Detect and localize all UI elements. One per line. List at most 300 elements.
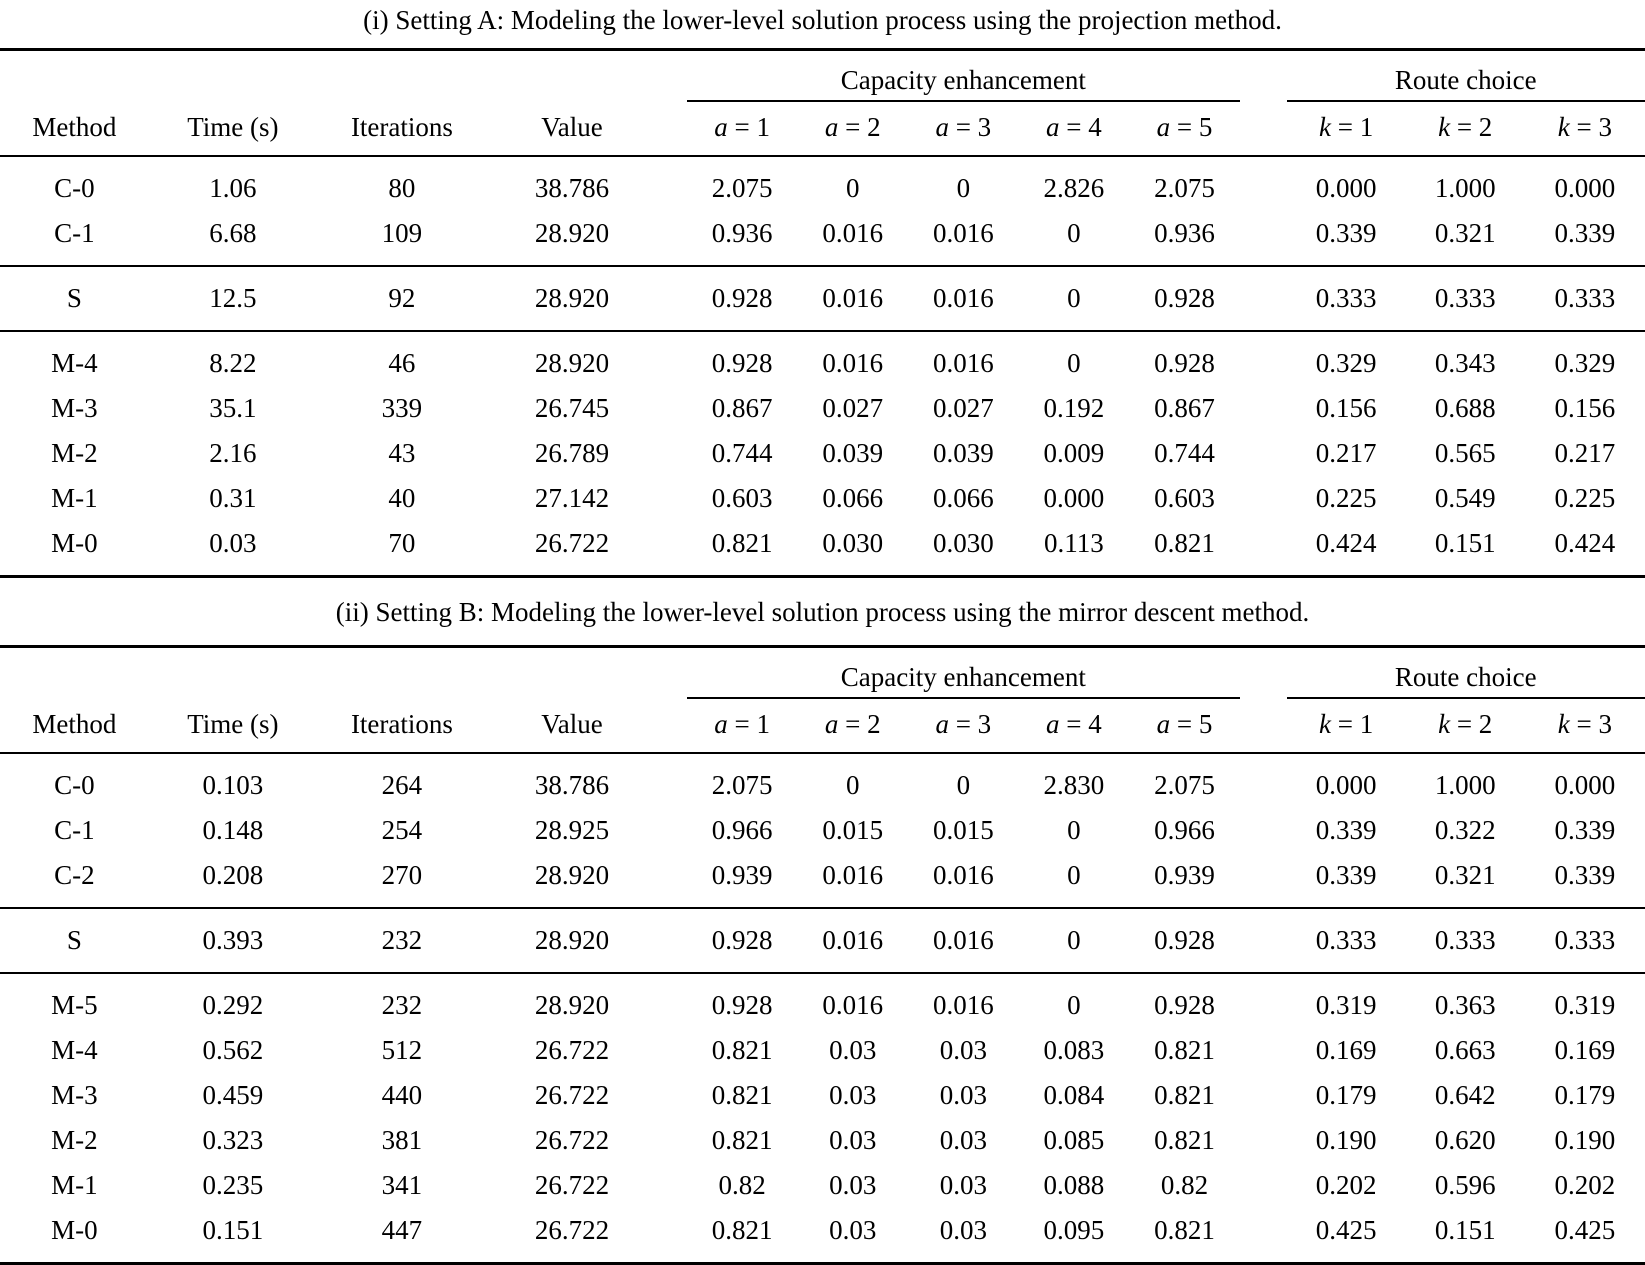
cell-gap-1 <box>657 1118 687 1163</box>
cell-iterations: 70 <box>388 527 416 558</box>
cell-capacity-a2: 0.016 <box>822 990 884 1021</box>
column-header-iterations: Iterations <box>350 709 453 740</box>
cell-gap-2 <box>1240 1118 1287 1163</box>
cell-route-k1: 0.217 <box>1315 437 1377 468</box>
cell-capacity-a4: 0 <box>1067 925 1081 956</box>
cell-capacity-a1: 0.966 <box>711 815 773 846</box>
cell-time: 0.151 <box>202 1215 264 1246</box>
cell-capacity-a5: 0.928 <box>1154 925 1215 956</box>
cell-gap-1 <box>657 754 687 808</box>
cell-capacity-a5: 0.744 <box>1154 437 1215 468</box>
cell-capacity-a1: 0.928 <box>711 925 773 956</box>
cell-time: 0.292 <box>202 990 264 1021</box>
cell-method: M-3 <box>51 392 98 423</box>
cell-iterations: 109 <box>381 217 423 248</box>
column-header-k-3: k = 3 <box>1557 709 1612 740</box>
cell-gap-2 <box>1240 521 1287 577</box>
cell-value: 38.786 <box>534 770 610 801</box>
column-header-a-1: a = 1 <box>714 111 771 142</box>
cell-value: 26.722 <box>534 1125 610 1156</box>
cell-capacity-a1: 0.936 <box>711 217 773 248</box>
cell-value: 26.789 <box>534 437 610 468</box>
cell-gap-2 <box>1240 332 1287 386</box>
cell-capacity-a2: 0.016 <box>822 217 884 248</box>
cell-capacity-a1: 0.821 <box>711 1080 773 1111</box>
cell-gap-2 <box>1240 267 1287 331</box>
cell-gap-2 <box>1240 909 1287 973</box>
cell-time: 0.323 <box>202 1125 264 1156</box>
cell-route-k3: 0.339 <box>1554 815 1616 846</box>
cell-route-k2: 0.321 <box>1434 860 1496 891</box>
cell-capacity-a4: 0.085 <box>1043 1125 1105 1156</box>
cell-capacity-a5: 0.928 <box>1154 347 1215 378</box>
cell-capacity-a4: 0 <box>1067 347 1081 378</box>
cell-capacity-a1: 2.075 <box>711 172 773 203</box>
cell-method: M-1 <box>51 1170 98 1201</box>
cell-capacity-a3: 0.016 <box>932 282 994 313</box>
cell-gap-1 <box>657 157 687 211</box>
column-header-time: Time (s) <box>187 111 279 142</box>
cell-capacity-a5: 0.821 <box>1154 1080 1215 1111</box>
cell-gap-2 <box>1240 974 1287 1028</box>
cell-time: 0.459 <box>202 1080 264 1111</box>
cell-route-k1: 0.319 <box>1315 990 1377 1021</box>
cell-route-k2: 0.151 <box>1434 527 1496 558</box>
results-table-2 <box>0 645 1645 1265</box>
cell-gap-1 <box>657 909 687 973</box>
cell-route-k1: 0.424 <box>1315 527 1377 558</box>
cell-time: 12.5 <box>209 282 257 313</box>
cell-gap-2 <box>1240 386 1287 431</box>
cell-route-k2: 0.663 <box>1434 1035 1496 1066</box>
cell-route-k1: 0.000 <box>1315 770 1377 801</box>
group-header-row <box>0 648 1645 695</box>
results-table-1 <box>0 48 1645 578</box>
cell-method: M-4 <box>51 1035 98 1066</box>
column-header-a-2: a = 2 <box>824 709 881 740</box>
cell-route-k1: 0.000 <box>1315 172 1377 203</box>
cell-gap-1 <box>657 1028 687 1073</box>
cell-gap-2 <box>1240 1208 1287 1264</box>
cell-route-k3: 0.424 <box>1554 527 1616 558</box>
cell-value: 26.722 <box>534 1170 610 1201</box>
table-row <box>0 386 1645 431</box>
cell-gap-1 <box>657 386 687 431</box>
cell-route-k1: 0.333 <box>1315 925 1377 956</box>
cell-time: 0.208 <box>202 860 264 891</box>
cell-route-k3: 0.333 <box>1554 925 1616 956</box>
cell-capacity-a3: 0 <box>956 172 971 203</box>
cell-capacity-a1: 0.939 <box>711 860 773 891</box>
cell-gap-1 <box>657 1163 687 1208</box>
column-header-a-5: a = 5 <box>1156 111 1213 142</box>
cell-gap-1 <box>657 431 687 476</box>
header-gap-1 <box>657 698 687 753</box>
cell-gap-1 <box>657 974 687 1028</box>
cell-iterations: 43 <box>388 437 416 468</box>
cell-capacity-a4: 0.113 <box>1044 527 1104 558</box>
cell-capacity-a3: 0.03 <box>939 1035 987 1066</box>
cell-route-k2: 0.151 <box>1434 1215 1496 1246</box>
cell-capacity-a2: 0.016 <box>822 282 884 313</box>
header-gap-2 <box>1240 698 1287 753</box>
cell-capacity-a5: 0.867 <box>1154 392 1215 423</box>
table-row <box>0 1028 1645 1073</box>
cell-route-k3: 0.339 <box>1554 217 1616 248</box>
cell-gap-1 <box>657 267 687 331</box>
cell-capacity-a4: 2.826 <box>1043 172 1105 203</box>
column-header-k-2: k = 2 <box>1438 111 1493 142</box>
column-header-method: Method <box>32 111 117 142</box>
group-header-row <box>0 51 1645 98</box>
cell-route-k1: 0.156 <box>1315 392 1377 423</box>
cell-capacity-a5: 0.936 <box>1154 217 1215 248</box>
cell-iterations: 40 <box>388 482 416 513</box>
cell-gap-2 <box>1240 157 1287 211</box>
cell-capacity-a4: 0.088 <box>1043 1170 1105 1201</box>
table-row <box>0 974 1645 1028</box>
cell-capacity-a4: 0 <box>1067 860 1081 891</box>
cell-capacity-a1: 2.075 <box>711 770 773 801</box>
table-caption-2: (ii) Setting B: Modeling the lower-level solution process using the mirror descent method. <box>335 596 1310 627</box>
cell-method: C-1 <box>54 815 95 846</box>
cell-route-k3: 0.339 <box>1554 860 1616 891</box>
group-header-spacer <box>0 648 687 695</box>
cell-capacity-a3: 0.03 <box>939 1215 987 1246</box>
cell-time: 0.393 <box>202 925 264 956</box>
cell-capacity-a5: 0.821 <box>1154 1125 1215 1156</box>
cell-time: 0.31 <box>209 482 257 513</box>
column-header-a-3: a = 3 <box>935 709 992 740</box>
cell-route-k2: 0.333 <box>1434 925 1496 956</box>
table-row <box>0 808 1645 853</box>
table-row <box>0 1163 1645 1208</box>
cell-value: 38.786 <box>534 172 610 203</box>
cell-capacity-a3: 0.016 <box>932 925 994 956</box>
cell-gap-2 <box>1240 1073 1287 1118</box>
cell-iterations: 46 <box>388 347 416 378</box>
cell-capacity-a1: 0.821 <box>711 527 773 558</box>
cell-route-k2: 1.000 <box>1434 172 1496 203</box>
cell-route-k2: 0.565 <box>1434 437 1496 468</box>
cell-time: 0.562 <box>202 1035 264 1066</box>
cell-route-k2: 0.343 <box>1434 347 1496 378</box>
cell-capacity-a2: 0.03 <box>829 1080 877 1111</box>
cell-iterations: 381 <box>381 1125 423 1156</box>
cell-gap-2 <box>1240 1163 1287 1208</box>
column-header-k-1: k = 1 <box>1318 111 1374 142</box>
cell-capacity-a3: 0.030 <box>932 527 994 558</box>
cell-method: M-4 <box>51 347 98 378</box>
cell-capacity-a4: 0.000 <box>1043 482 1105 513</box>
cell-capacity-a2: 0.016 <box>822 925 884 956</box>
cell-value: 26.722 <box>534 1215 610 1246</box>
cell-capacity-a3: 0.016 <box>932 217 994 248</box>
cell-capacity-a2: 0.015 <box>822 815 884 846</box>
cell-method: C-1 <box>54 217 95 248</box>
cell-route-k3: 0.000 <box>1554 770 1616 801</box>
column-header-method: Method <box>32 709 117 740</box>
cell-capacity-a5: 0.821 <box>1154 1035 1215 1066</box>
cell-route-k2: 0.642 <box>1434 1080 1496 1111</box>
cell-value: 27.142 <box>534 482 610 513</box>
table-row <box>0 1118 1645 1163</box>
cell-iterations: 92 <box>388 282 416 313</box>
cell-gap-2 <box>1240 211 1287 266</box>
cell-capacity-a5: 0.821 <box>1154 1215 1215 1246</box>
cell-gap-1 <box>657 1073 687 1118</box>
cell-route-k3: 0.156 <box>1554 392 1616 423</box>
cell-method: S <box>66 282 82 313</box>
cell-gap-1 <box>657 853 687 908</box>
column-header-time: Time (s) <box>187 709 279 740</box>
table-row <box>0 521 1645 577</box>
cell-value: 28.920 <box>534 925 610 956</box>
cell-capacity-a3: 0 <box>956 770 971 801</box>
cell-route-k1: 0.339 <box>1315 860 1377 891</box>
cell-capacity-a4: 0 <box>1067 282 1081 313</box>
cell-iterations: 232 <box>381 925 423 956</box>
cell-method: M-0 <box>51 527 98 558</box>
cell-iterations: 440 <box>381 1080 423 1111</box>
cell-capacity-a2: 0.03 <box>829 1215 877 1246</box>
column-header-a-5: a = 5 <box>1156 709 1213 740</box>
cell-iterations: 447 <box>381 1215 423 1246</box>
cell-gap-2 <box>1240 808 1287 853</box>
cell-gap-1 <box>657 332 687 386</box>
cell-method: M-3 <box>51 1080 98 1111</box>
cell-time: 0.103 <box>202 770 264 801</box>
cell-capacity-a2: 0.016 <box>822 860 884 891</box>
column-header-value: Value <box>541 709 603 740</box>
cell-route-k3: 0.425 <box>1554 1215 1616 1246</box>
cell-route-k2: 0.549 <box>1434 482 1496 513</box>
cell-value: 28.920 <box>534 347 610 378</box>
group-header-gap <box>1240 51 1287 98</box>
column-header-a-1: a = 1 <box>714 709 771 740</box>
cell-capacity-a1: 0.928 <box>711 282 773 313</box>
cell-route-k3: 0.202 <box>1554 1170 1616 1201</box>
cell-capacity-a1: 0.867 <box>711 392 773 423</box>
group-header-route: Route choice <box>1394 662 1537 693</box>
cell-method: M-1 <box>51 482 98 513</box>
cell-capacity-a2: 0.039 <box>822 437 884 468</box>
cell-value: 28.920 <box>534 217 610 248</box>
cell-time: 1.06 <box>209 172 257 203</box>
cell-capacity-a4: 0.095 <box>1043 1215 1105 1246</box>
cell-value: 26.722 <box>534 1035 610 1066</box>
cell-value: 28.925 <box>534 815 610 846</box>
cell-capacity-a4: 0.192 <box>1043 392 1105 423</box>
cell-gap-1 <box>657 808 687 853</box>
cell-capacity-a5: 0.603 <box>1154 482 1215 513</box>
cell-time: 35.1 <box>209 392 257 423</box>
cell-route-k1: 0.339 <box>1315 217 1377 248</box>
cell-gap-2 <box>1240 754 1287 808</box>
cell-value: 28.920 <box>534 282 610 313</box>
cell-route-k3: 0.329 <box>1554 347 1616 378</box>
table-row <box>0 157 1645 211</box>
column-header-a-4: a = 4 <box>1046 111 1102 142</box>
cell-route-k1: 0.179 <box>1315 1080 1377 1111</box>
cell-method: C-0 <box>54 770 95 801</box>
cell-capacity-a1: 0.603 <box>711 482 773 513</box>
cell-time: 6.68 <box>209 217 257 248</box>
cell-value: 28.920 <box>534 990 610 1021</box>
cell-capacity-a4: 0.083 <box>1043 1035 1105 1066</box>
column-header-row <box>0 698 1645 753</box>
group-header-capacity: Capacity enhancement <box>840 64 1086 95</box>
cell-gap-1 <box>657 211 687 266</box>
cell-capacity-a4: 0.009 <box>1043 437 1105 468</box>
cell-value: 26.722 <box>534 527 610 558</box>
cell-capacity-a5: 2.075 <box>1154 770 1215 801</box>
cell-capacity-a5: 0.966 <box>1154 815 1215 846</box>
table-row <box>0 211 1645 266</box>
cell-capacity-a3: 0.027 <box>932 392 994 423</box>
cell-capacity-a3: 0.039 <box>932 437 994 468</box>
cell-method: M-2 <box>51 1125 98 1156</box>
header-gap-2 <box>1240 101 1287 156</box>
cell-route-k2: 0.363 <box>1434 990 1496 1021</box>
cell-route-k3: 0.217 <box>1554 437 1616 468</box>
table-row <box>0 909 1645 973</box>
cell-capacity-a5: 2.075 <box>1154 172 1215 203</box>
table-row <box>0 754 1645 808</box>
cell-capacity-a2: 0.027 <box>822 392 884 423</box>
cell-capacity-a1: 0.928 <box>711 990 773 1021</box>
cell-capacity-a5: 0.82 <box>1160 1170 1209 1201</box>
cell-capacity-a2: 0.03 <box>829 1035 877 1066</box>
cell-method: M-5 <box>51 990 98 1021</box>
cell-method: M-0 <box>51 1215 98 1246</box>
table-row <box>0 1208 1645 1264</box>
cell-route-k1: 0.333 <box>1315 282 1377 313</box>
column-header-a-4: a = 4 <box>1046 709 1102 740</box>
cell-gap-2 <box>1240 476 1287 521</box>
column-header-row <box>0 101 1645 156</box>
cell-capacity-a3: 0.03 <box>939 1170 987 1201</box>
cell-route-k1: 0.329 <box>1315 347 1377 378</box>
cell-iterations: 232 <box>381 990 423 1021</box>
cell-route-k2: 0.596 <box>1434 1170 1496 1201</box>
cell-capacity-a1: 0.82 <box>718 1170 766 1201</box>
cell-iterations: 341 <box>381 1170 423 1201</box>
group-header-route: Route choice <box>1394 64 1537 95</box>
cell-method: S <box>66 925 82 956</box>
table-row <box>0 332 1645 386</box>
cell-value: 26.745 <box>534 392 610 423</box>
cell-route-k3: 0.169 <box>1554 1035 1616 1066</box>
cell-route-k2: 1.000 <box>1434 770 1496 801</box>
cell-capacity-a2: 0.03 <box>829 1170 877 1201</box>
cell-capacity-a3: 0.03 <box>939 1080 987 1111</box>
cell-capacity-a1: 0.821 <box>711 1215 773 1246</box>
cell-capacity-a2: 0.066 <box>822 482 884 513</box>
cell-route-k2: 0.620 <box>1434 1125 1496 1156</box>
cell-capacity-a4: 0.084 <box>1043 1080 1105 1111</box>
cell-capacity-a1: 0.928 <box>711 347 773 378</box>
cell-route-k1: 0.225 <box>1315 482 1377 513</box>
cell-iterations: 264 <box>381 770 423 801</box>
cell-route-k2: 0.333 <box>1434 282 1496 313</box>
cell-route-k1: 0.202 <box>1315 1170 1377 1201</box>
cell-value: 28.920 <box>534 860 610 891</box>
cell-gap-1 <box>657 476 687 521</box>
column-header-iterations: Iterations <box>350 111 453 142</box>
cell-time: 2.16 <box>209 437 257 468</box>
cell-capacity-a3: 0.016 <box>932 347 994 378</box>
cell-time: 0.03 <box>209 527 257 558</box>
cell-iterations: 80 <box>388 172 416 203</box>
cell-gap-2 <box>1240 1028 1287 1073</box>
cell-gap-1 <box>657 1208 687 1264</box>
cell-route-k2: 0.688 <box>1434 392 1496 423</box>
table-row <box>0 267 1645 331</box>
cell-method: M-2 <box>51 437 98 468</box>
cell-method: C-0 <box>54 172 95 203</box>
cell-capacity-a1: 0.821 <box>711 1125 773 1156</box>
cell-capacity-a5: 0.939 <box>1154 860 1215 891</box>
group-header-capacity: Capacity enhancement <box>840 662 1086 693</box>
cell-route-k3: 0.179 <box>1554 1080 1616 1111</box>
cell-capacity-a4: 0 <box>1067 815 1081 846</box>
cell-capacity-a5: 0.821 <box>1154 527 1215 558</box>
table-row <box>0 853 1645 908</box>
table-caption-1: (i) Setting A: Modeling the lower-level solution process using the projection method. <box>363 5 1282 35</box>
cell-route-k2: 0.322 <box>1434 815 1496 846</box>
cell-route-k3: 0.190 <box>1554 1125 1616 1156</box>
cell-capacity-a2: 0 <box>845 172 860 203</box>
cell-method: C-2 <box>54 860 95 891</box>
cell-route-k3: 0.333 <box>1554 282 1616 313</box>
cell-time: 8.22 <box>209 347 257 378</box>
cell-capacity-a5: 0.928 <box>1154 282 1215 313</box>
column-header-a-3: a = 3 <box>935 111 992 142</box>
cell-time: 0.235 <box>202 1170 264 1201</box>
table-row <box>0 1073 1645 1118</box>
cell-capacity-a3: 0.03 <box>939 1125 987 1156</box>
cell-capacity-a4: 0 <box>1067 217 1081 248</box>
header-gap-1 <box>657 101 687 156</box>
column-header-value: Value <box>541 111 603 142</box>
cell-time: 0.148 <box>202 815 264 846</box>
cell-route-k3: 0.319 <box>1554 990 1616 1021</box>
cell-capacity-a2: 0.030 <box>822 527 884 558</box>
cell-iterations: 512 <box>381 1035 423 1066</box>
cell-capacity-a3: 0.015 <box>932 815 994 846</box>
cell-value: 26.722 <box>534 1080 610 1111</box>
cell-capacity-a3: 0.066 <box>932 482 994 513</box>
cell-gap-2 <box>1240 853 1287 908</box>
cell-capacity-a2: 0 <box>845 770 860 801</box>
cell-capacity-a3: 0.016 <box>932 860 994 891</box>
cell-capacity-a1: 0.821 <box>711 1035 773 1066</box>
table-row <box>0 476 1645 521</box>
group-header-spacer <box>0 51 687 98</box>
group-header-gap <box>1240 648 1287 695</box>
column-header-k-1: k = 1 <box>1318 709 1374 740</box>
cell-route-k1: 0.425 <box>1315 1215 1377 1246</box>
cell-route-k1: 0.339 <box>1315 815 1377 846</box>
cell-capacity-a3: 0.016 <box>932 990 994 1021</box>
cell-route-k3: 0.225 <box>1554 482 1616 513</box>
cell-capacity-a5: 0.928 <box>1154 990 1215 1021</box>
cell-capacity-a4: 2.830 <box>1043 770 1105 801</box>
cell-capacity-a2: 0.03 <box>829 1125 877 1156</box>
cell-capacity-a4: 0 <box>1067 990 1081 1021</box>
cell-route-k3: 0.000 <box>1554 172 1616 203</box>
